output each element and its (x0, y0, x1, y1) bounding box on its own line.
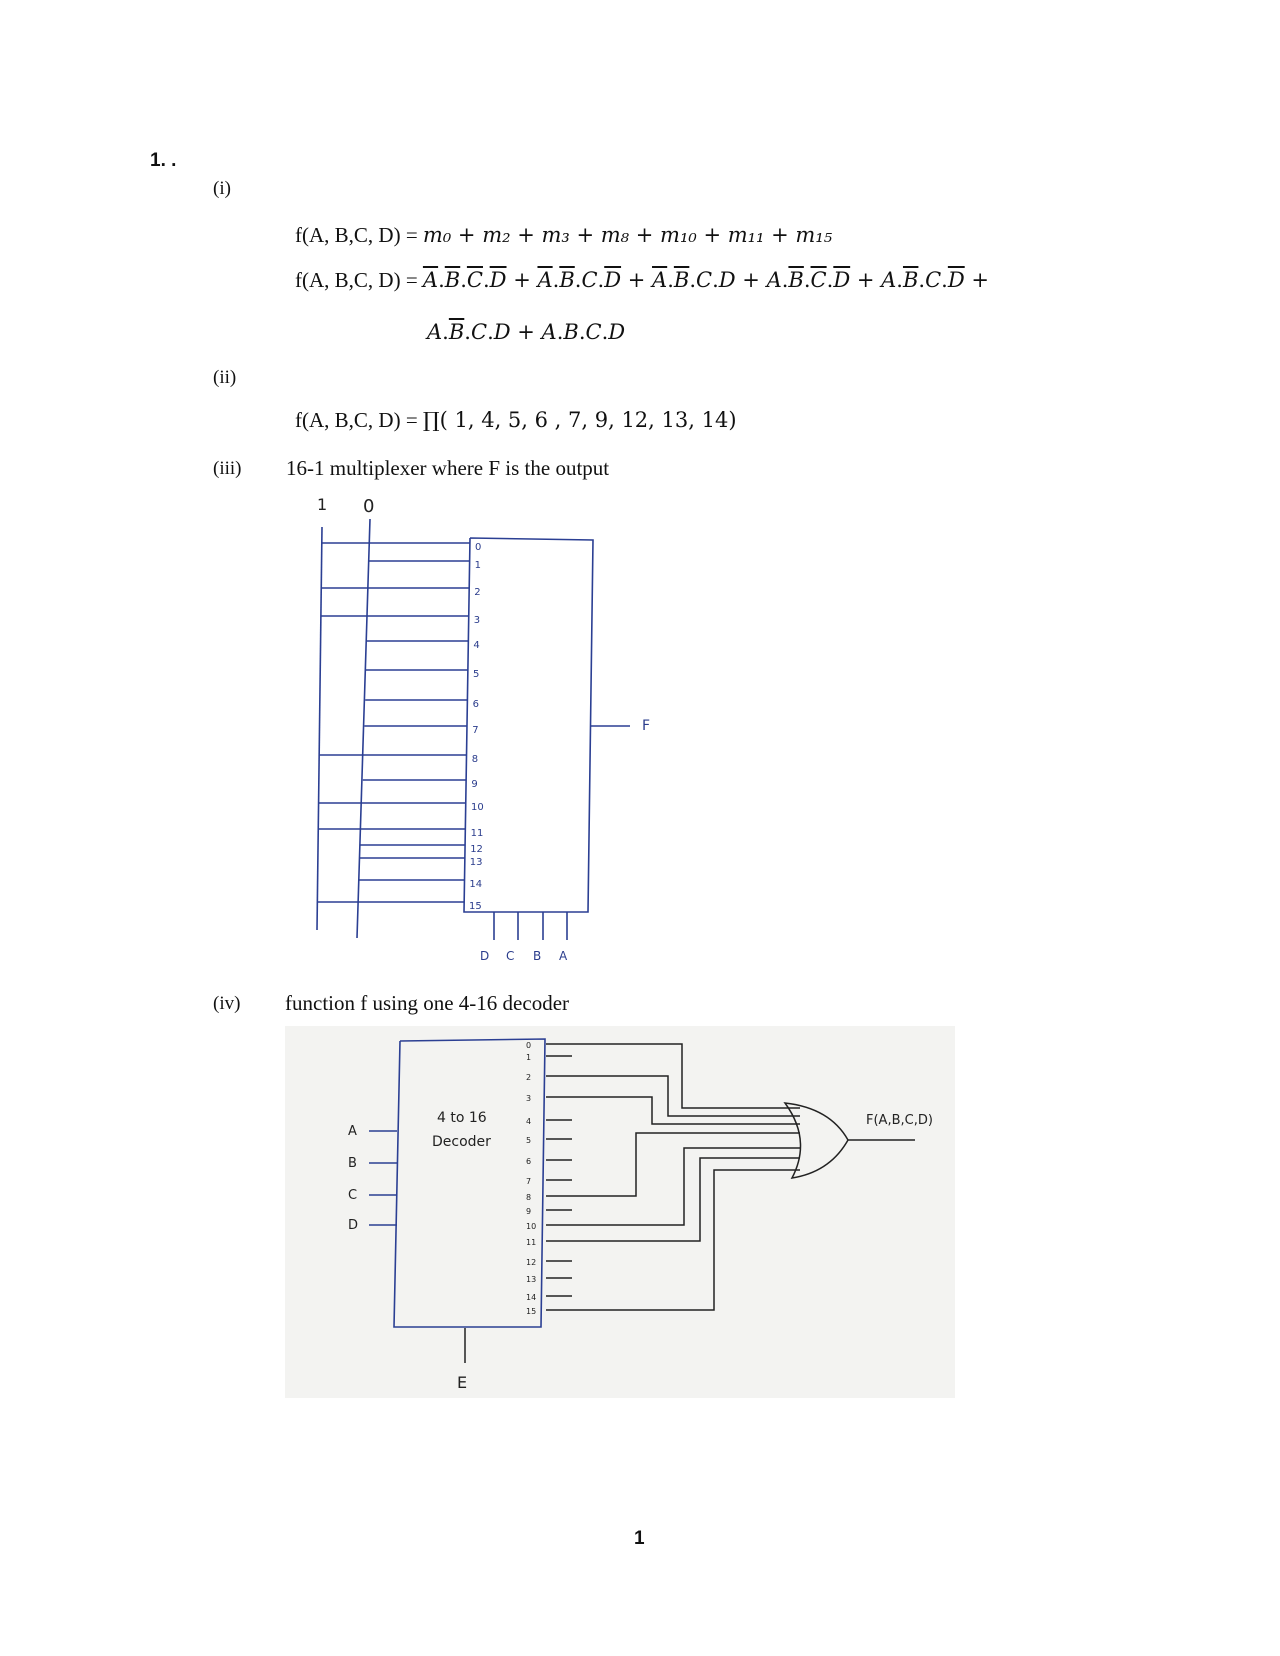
part-iii-text: 16-1 multiplexer where F is the output (286, 456, 610, 480)
or-wire-2 (572, 1076, 800, 1116)
question-number: 1. . (150, 150, 177, 171)
mux-input-label-12: 12 (470, 844, 483, 855)
decoder-output-label-14: 14 (526, 1293, 537, 1302)
decoder-output-label-10: 10 (526, 1222, 537, 1231)
mux-input-label-14: 14 (469, 879, 483, 890)
decoder-title-1: 4 to 16 (437, 1110, 487, 1126)
decoder-box (394, 1039, 545, 1327)
decoder-output-label-4: 4 (526, 1117, 532, 1126)
decoder-output-label-2: 2 (526, 1073, 532, 1082)
mux-input-label-3: 3 (473, 615, 481, 626)
rail-label-0: 0 (363, 496, 375, 517)
decoder-output-label-5: 5 (526, 1136, 532, 1145)
mux-input-label-7: 7 (472, 725, 479, 736)
mux-input-label-5: 5 (473, 669, 480, 680)
mux-select-label-1: C (506, 949, 515, 963)
mux-input-label-8: 8 (471, 754, 479, 765)
rail-label-1: 1 (317, 495, 328, 514)
decoder-output-label-8: 8 (526, 1193, 532, 1202)
mux-select-label-2: B (533, 949, 542, 963)
decoder-output-label-11: 11 (526, 1238, 537, 1247)
part-iii-label: (iii) (213, 458, 242, 479)
eq3-rhs: ∏( 1, 4, 5, 6 , 7, 9, 12, 13, 14) (422, 408, 737, 432)
eq1-lhs: f(A, B,C, D) = (295, 223, 423, 247)
eq2-line1: $\overline{A}.\overline{B}.\overline{C}.\overline{D} + \overline{A}.\overline{B}.C.\overline{D} + \overline{A}.\overline{B}.C.D + A.\overline{B}.\overline{C}.\overline{D} + A.\overline{B}.C.\overline{D}$ + (422, 268, 989, 292)
mux-input-label-11: 11 (470, 828, 484, 839)
decoder-output-label-0: 0 (526, 1041, 532, 1050)
or-output-label: F(A,B,C,D) (866, 1113, 933, 1128)
mux-output-label: F (642, 718, 651, 734)
part-i-label: (i) (213, 178, 231, 199)
mux-input-label-6: 6 (472, 699, 479, 710)
decoder-output-label-9: 9 (526, 1207, 532, 1216)
page-number: 1 (634, 1528, 645, 1549)
decoder-output-label-12: 12 (526, 1258, 537, 1267)
part-iv-label: (iv) (213, 993, 241, 1014)
eq2-lhs: f(A, B,C, D) = (295, 268, 423, 292)
decoder-enable-label: E (457, 1373, 468, 1392)
decoder-output-label-6: 6 (526, 1157, 532, 1166)
eq1-rhs: m₀ + m₂ + m₃ + m₈ + m₁₀ + m₁₁ + m₁₅ (422, 223, 833, 247)
mux-input-label-4: 4 (473, 640, 480, 651)
decoder-output-label-13: 13 (526, 1275, 537, 1284)
or-wire-8 (572, 1133, 800, 1196)
decoder-input-label-1: B (348, 1156, 357, 1171)
mux-input-label-1: 1 (474, 560, 481, 571)
mux-input-label-2: 2 (474, 587, 481, 598)
decoder-output-label-3: 3 (526, 1094, 532, 1103)
decoder-output-label-7: 7 (526, 1177, 532, 1186)
decoder-input-label-3: D (348, 1218, 359, 1233)
decoder-input-label-2: C (348, 1188, 358, 1203)
part-ii-label: (ii) (213, 367, 237, 388)
or-wire-15 (572, 1170, 800, 1310)
or-wire-10 (572, 1148, 800, 1225)
decoder-input-label-0: A (348, 1124, 357, 1139)
mux-input-label-13: 13 (469, 857, 483, 868)
or-wire-3 (572, 1097, 800, 1124)
mux-input-label-15: 15 (469, 901, 482, 912)
eq3-lhs: f(A, B,C, D) = (295, 408, 423, 432)
or-gate (785, 1103, 848, 1178)
mux-input-label-0: 0 (475, 542, 482, 553)
mux-select-label-3: A (559, 949, 568, 963)
decoder-output-label-1: 1 (526, 1053, 532, 1062)
decoder-title-2: Decoder (432, 1134, 491, 1150)
mux-input-label-9: 9 (471, 779, 478, 790)
mux-select-label-0: D (480, 949, 490, 963)
decoder-output-label-15: 15 (526, 1307, 537, 1316)
eq2-line2: $A.\overline{B}.C.D + A.B.C.D$ (427, 320, 626, 344)
part-iv-text: function f using one 4-16 decoder (285, 991, 570, 1015)
mux-input-label-10: 10 (471, 802, 484, 813)
